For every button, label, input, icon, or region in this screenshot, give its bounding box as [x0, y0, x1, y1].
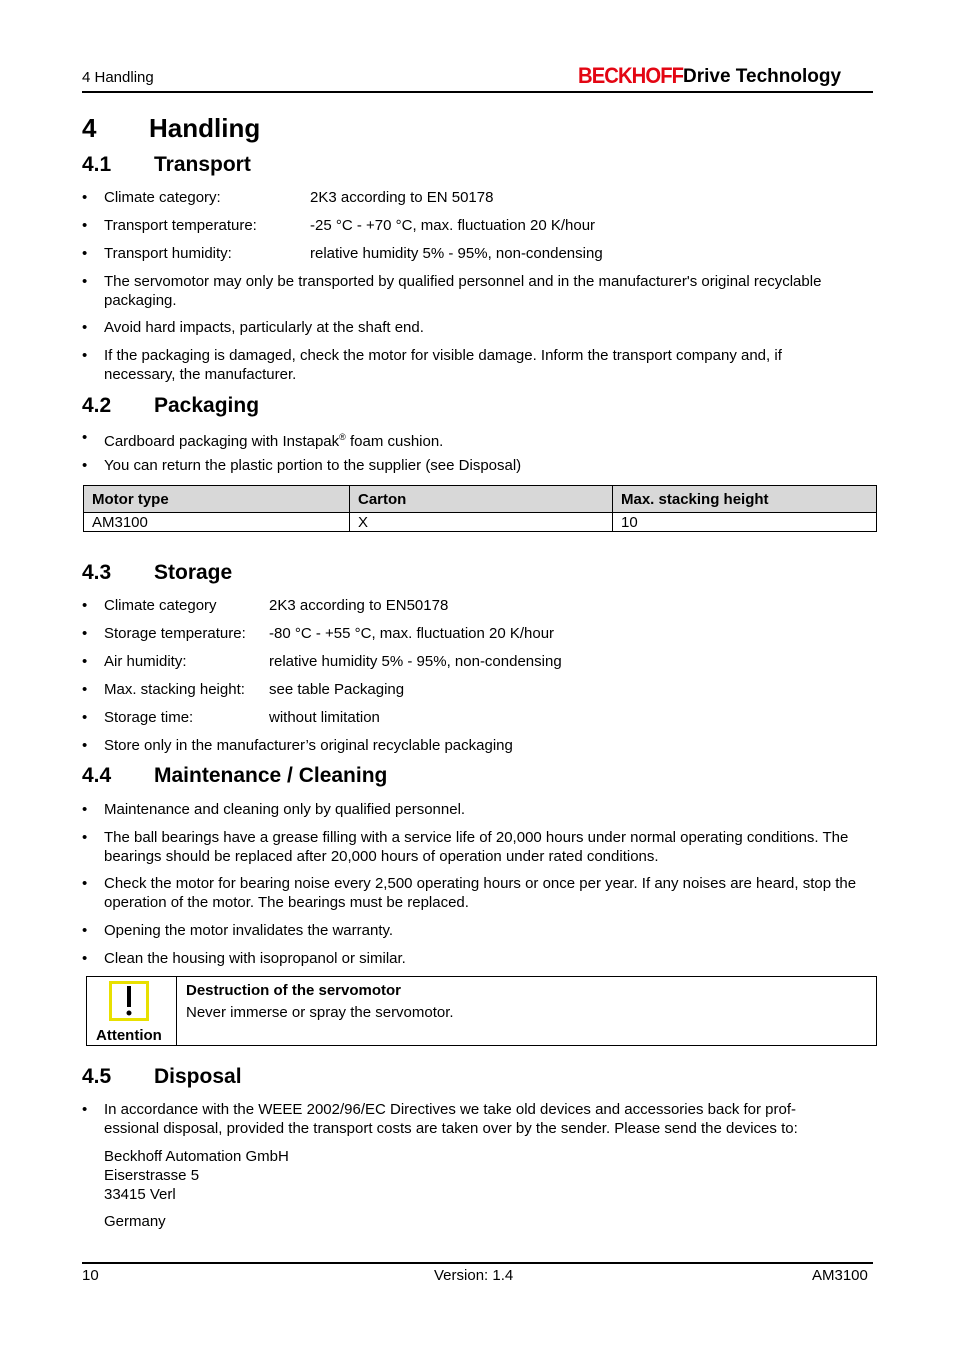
bullet-icon: • [82, 1101, 88, 1118]
item-label: Transport temperature: [104, 217, 257, 234]
item-label: Transport humidity: [104, 245, 232, 262]
table-cell: X [350, 513, 613, 532]
address-country: Germany [104, 1213, 166, 1230]
footer-rule [82, 1262, 873, 1264]
list-item [82, 874, 874, 912]
list-item [82, 346, 874, 384]
section-heading-transport [82, 153, 251, 177]
version-label: Version: 1.4 [434, 1267, 514, 1284]
bullet-icon: • [82, 457, 88, 474]
bullet-icon: • [82, 319, 88, 336]
section-heading-storage [82, 561, 232, 585]
bullet-icon: • [82, 273, 88, 290]
attention-divider [176, 977, 177, 1045]
bullet-icon: • [82, 829, 88, 846]
bullet-icon: • [82, 217, 88, 234]
exclamation-icon [122, 985, 136, 1017]
header-section-label: 4 Handling [82, 69, 154, 86]
item-label: Climate category [104, 597, 217, 614]
bullet-icon: • [82, 597, 88, 614]
section-title: Packaging [154, 394, 260, 417]
column-header: Carton [350, 486, 613, 513]
item-value: relative humidity 5% - 95%, non-condensing [310, 245, 603, 262]
list-item [82, 828, 874, 866]
section-heading-packaging [82, 394, 259, 418]
section-title: Transport [154, 153, 251, 176]
item-label: Storage time: [104, 709, 194, 726]
attention-box [86, 976, 877, 1046]
bullet-icon: • [82, 737, 88, 754]
list-item [82, 216, 874, 235]
bullet-icon: • [82, 801, 88, 818]
packaging-table [83, 485, 877, 532]
item-label: Air humidity: [104, 653, 187, 670]
item-text: If the packaging is damaged, check the motor for visible damage. Inform the transport company and, if necessary, the manufacturer. [104, 347, 782, 383]
bullet-icon: • [82, 950, 88, 967]
attention-title: Destruction of the servomotor [186, 982, 402, 999]
chapter-heading [82, 113, 260, 144]
list-item [82, 188, 874, 207]
item-text: essional disposal, provided the transport costs are taken over by the sender. Please send the devices to: [104, 1120, 798, 1137]
list-item [82, 921, 874, 940]
logo-subtitle: Drive Technology [683, 66, 842, 87]
item-value: -80 °C - +55 °C, max. fluctuation 20 K/hour [269, 625, 555, 642]
column-header: Motor type [84, 486, 350, 513]
list-item [82, 318, 874, 337]
address-block [104, 1147, 289, 1204]
section-number: 4.3 [82, 561, 112, 584]
item-value: see table Packaging [269, 681, 405, 698]
section-title: Maintenance / Cleaning [154, 764, 388, 787]
list-item [82, 272, 874, 310]
bullet-icon: • [82, 429, 88, 446]
item-text: Check the motor for bearing noise every 2,500 operating hours or once per year. If any noises are heard, stop the operation of the motor. The bearings must be replaced. [104, 875, 857, 911]
list-item [82, 1100, 874, 1138]
address-line: Eiserstrasse 5 [104, 1167, 200, 1184]
item-label: Storage temperature: [104, 625, 246, 642]
item-text: foam cushion. [345, 433, 444, 450]
list-item [82, 708, 874, 727]
section-number: 4.5 [82, 1065, 112, 1088]
bullet-icon: • [82, 625, 88, 642]
list-item [82, 949, 874, 968]
beckhoff-logo: BECKHOFF [578, 63, 684, 88]
table-cell: AM3100 [84, 513, 350, 532]
item-value: 2K3 according to EN50178 [269, 597, 449, 614]
section-heading-disposal [82, 1065, 242, 1089]
chapter-title: Handling [149, 113, 261, 143]
section-number: 4.4 [82, 764, 112, 787]
address-line: Beckhoff Automation GmbH [104, 1148, 289, 1165]
list-item [82, 800, 874, 819]
header-rule [82, 91, 873, 93]
list-item [82, 736, 874, 755]
list-item [82, 680, 874, 699]
section-number: 4.2 [82, 394, 112, 417]
list-item [82, 624, 874, 643]
item-label: Climate category: [104, 189, 221, 206]
list-item [82, 456, 874, 475]
item-value: -25 °C - +70 °C, max. fluctuation 20 K/hour [310, 217, 596, 234]
attention-icon [109, 981, 149, 1021]
item-value: without limitation [269, 709, 380, 726]
bullet-icon: • [82, 709, 88, 726]
table-cell: 10 [613, 513, 877, 532]
bullet-icon: • [82, 653, 88, 670]
list-item [82, 652, 874, 671]
item-text: Avoid hard impacts, particularly at the shaft end. [104, 319, 424, 336]
list-item [82, 596, 874, 615]
attention-label: Attention [96, 1027, 162, 1044]
chapter-number: 4 [82, 113, 97, 143]
item-text: Maintenance and cleaning only by qualified personnel. [104, 801, 466, 818]
table-header-row [84, 486, 877, 513]
item-text: You can return the plastic portion to the supplier (see Disposal) [104, 457, 522, 474]
section-title: Disposal [154, 1065, 242, 1088]
bullet-icon: • [82, 922, 88, 939]
bullet-icon: • [82, 875, 88, 892]
page-number: 10 [82, 1267, 99, 1284]
registered-mark: ® [339, 432, 346, 442]
item-value: relative humidity 5% - 95%, non-condensing [269, 653, 562, 670]
bullet-icon: • [82, 347, 88, 364]
attention-text: Never immerse or spray the servomotor. [186, 1004, 454, 1021]
item-text: The servomotor may only be transported by qualified personnel and in the manufacturer's original recyclable packaging. [104, 273, 822, 309]
item-text: Store only in the manufacturer’s original recyclable packaging [104, 737, 513, 754]
item-text: Cardboard packaging with Instapak [104, 433, 340, 450]
item-text: The ball bearings have a grease filling with a service life of 20,000 hours under normal operating conditions. The bearings should be replaced after 20,000 hours of operation under rated conditions. [104, 829, 849, 865]
bullet-icon: • [82, 681, 88, 698]
product-name: AM3100 [812, 1267, 868, 1284]
column-header: Max. stacking height [613, 486, 877, 513]
item-text: Clean the housing with isopropanol or similar. [104, 950, 406, 967]
section-title: Storage [154, 561, 233, 584]
bullet-icon: • [82, 245, 88, 262]
item-text: Opening the motor invalidates the warranty. [104, 922, 394, 939]
table-row [84, 513, 877, 532]
address-line: 33415 Verl [104, 1186, 176, 1203]
item-value: 2K3 according to EN 50178 [310, 189, 494, 206]
section-heading-maintenance [82, 764, 387, 788]
list-item [82, 244, 874, 263]
list-item [82, 428, 874, 450]
item-label: Max. stacking height: [104, 681, 245, 698]
section-number: 4.1 [82, 153, 112, 176]
bullet-icon: • [82, 189, 88, 206]
item-text: In accordance with the WEEE 2002/96/EC Directives we take old devices and accessories back for prof- [104, 1101, 796, 1118]
